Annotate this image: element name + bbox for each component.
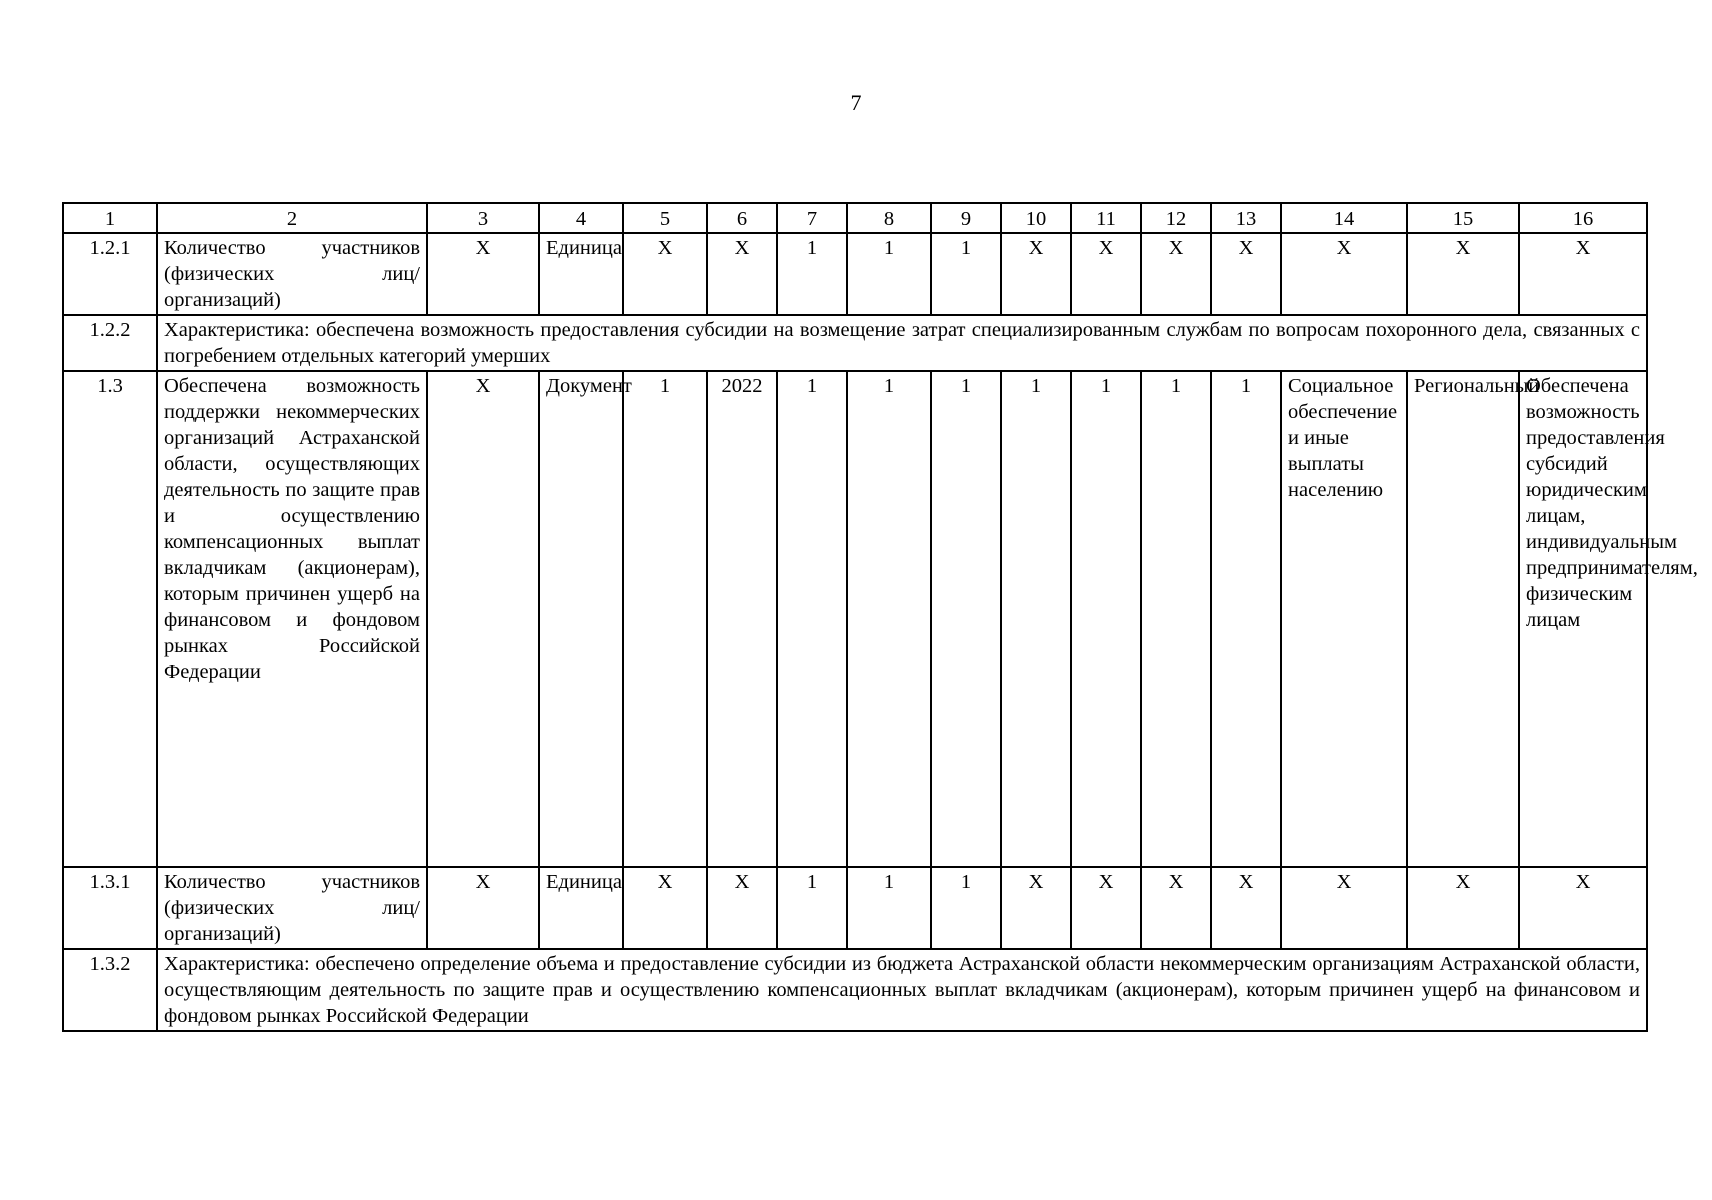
cell-col-8: 1 <box>847 233 931 315</box>
row-code: 1.2.1 <box>63 233 157 315</box>
cell-col-5: 1 <box>623 371 707 867</box>
row-name: Количество участников (физических лиц/организаций) <box>157 233 427 315</box>
cell-col-14: Х <box>1281 233 1407 315</box>
cell-col-14: Социальное обеспечение и иные выплаты населению <box>1281 371 1407 867</box>
cell-col-3: Х <box>427 371 539 867</box>
page-number: 7 <box>850 90 862 115</box>
cell-col-8: 1 <box>847 371 931 867</box>
cell-col-11: 1 <box>1071 371 1141 867</box>
cell-col-11: Х <box>1071 233 1141 315</box>
cell-col-6: Х <box>707 233 777 315</box>
cell-col-13: Х <box>1211 867 1281 949</box>
cell-col-5: Х <box>623 233 707 315</box>
row-code: 1.3.1 <box>63 867 157 949</box>
characteristic-text: Характеристика: обеспечена возможность предоставления субсидии на возмещение затрат специализированным службам по вопросам похоронного дела, связанных с погребением отдельных категорий умерших <box>157 315 1647 371</box>
header-cell: 7 <box>777 203 847 233</box>
table-row-1-3 <box>63 371 1647 867</box>
header-cell: 5 <box>623 203 707 233</box>
cell-col-10: Х <box>1001 867 1071 949</box>
header-cell: 13 <box>1211 203 1281 233</box>
header-cell: 11 <box>1071 203 1141 233</box>
cell-col-7: 1 <box>777 233 847 315</box>
header-cell: 3 <box>427 203 539 233</box>
cell-col-14: Х <box>1281 867 1407 949</box>
cell-col-5: Х <box>623 867 707 949</box>
cell-col-3: Х <box>427 867 539 949</box>
cell-col-9: 1 <box>931 371 1001 867</box>
header-cell: 8 <box>847 203 931 233</box>
cell-col-9: 1 <box>931 867 1001 949</box>
header-cell: 10 <box>1001 203 1071 233</box>
cell-col-6: Х <box>707 867 777 949</box>
cell-col-16: Х <box>1519 867 1647 949</box>
header-cell: 12 <box>1141 203 1211 233</box>
table-row-1-2-1 <box>63 233 1647 315</box>
row-name: Количество участников (физических лиц/организаций) <box>157 867 427 949</box>
cell-unit: Документ <box>539 371 623 867</box>
cell-col-16: Обеспечена возможность предоставления субсидий юридическим лицам, индивидуальным предпринимателям, физическим лицам <box>1519 371 1647 867</box>
row-code: 1.3.2 <box>63 949 157 1031</box>
cell-col-10: Х <box>1001 233 1071 315</box>
cell-col-15: Х <box>1407 233 1519 315</box>
cell-col-7: 1 <box>777 867 847 949</box>
cell-col-7: 1 <box>777 371 847 867</box>
header-cell: 9 <box>931 203 1001 233</box>
cell-unit: Единица <box>539 233 623 315</box>
characteristic-text: Характеристика: обеспечено определение объема и предоставление субсидии из бюджета Астраханской области некоммерческим организациям Астраханской области, осуществляющим деятельность по защите прав и осуществлению компенсационных выплат вкладчикам (акционерам), которым причинен ущерб на финансовом и фондовом рынках Российской Федерации <box>157 949 1647 1031</box>
cell-col-15: Х <box>1407 867 1519 949</box>
header-cell: 15 <box>1407 203 1519 233</box>
cell-col-16: Х <box>1519 233 1647 315</box>
header-cell: 14 <box>1281 203 1407 233</box>
row-name: Обеспечена возможность поддержки некоммерческих организаций Астраханской области, осуществляющих деятельность по защите прав и осуществлению компенсационных выплат вкладчикам (акционерам), которым причинен ущерб на финансовом и фондовом рынках Российской Федерации <box>157 371 427 867</box>
table-row-1-2-2 <box>63 315 1647 371</box>
header-cell: 2 <box>157 203 427 233</box>
row-code: 1.3 <box>63 371 157 867</box>
cell-col-13: 1 <box>1211 371 1281 867</box>
cell-col-8: 1 <box>847 867 931 949</box>
row-code: 1.2.2 <box>63 315 157 371</box>
cell-col-12: 1 <box>1141 371 1211 867</box>
cell-col-13: Х <box>1211 233 1281 315</box>
cell-unit: Единица <box>539 867 623 949</box>
header-cell: 16 <box>1519 203 1647 233</box>
cell-col-11: Х <box>1071 867 1141 949</box>
cell-col-3: Х <box>427 233 539 315</box>
table-row-1-3-2 <box>63 949 1647 1031</box>
table-row-1-3-1 <box>63 867 1647 949</box>
header-cell: 1 <box>63 203 157 233</box>
cell-col-10: 1 <box>1001 371 1071 867</box>
cell-col-9: 1 <box>931 233 1001 315</box>
cell-col-12: Х <box>1141 867 1211 949</box>
header-cell: 6 <box>707 203 777 233</box>
cell-col-12: Х <box>1141 233 1211 315</box>
header-cell: 4 <box>539 203 623 233</box>
indicators-table <box>62 202 1698 1032</box>
cell-col-6: 2022 <box>707 371 777 867</box>
table-header-row <box>63 203 1647 233</box>
cell-col-15: Региональный <box>1407 371 1519 867</box>
